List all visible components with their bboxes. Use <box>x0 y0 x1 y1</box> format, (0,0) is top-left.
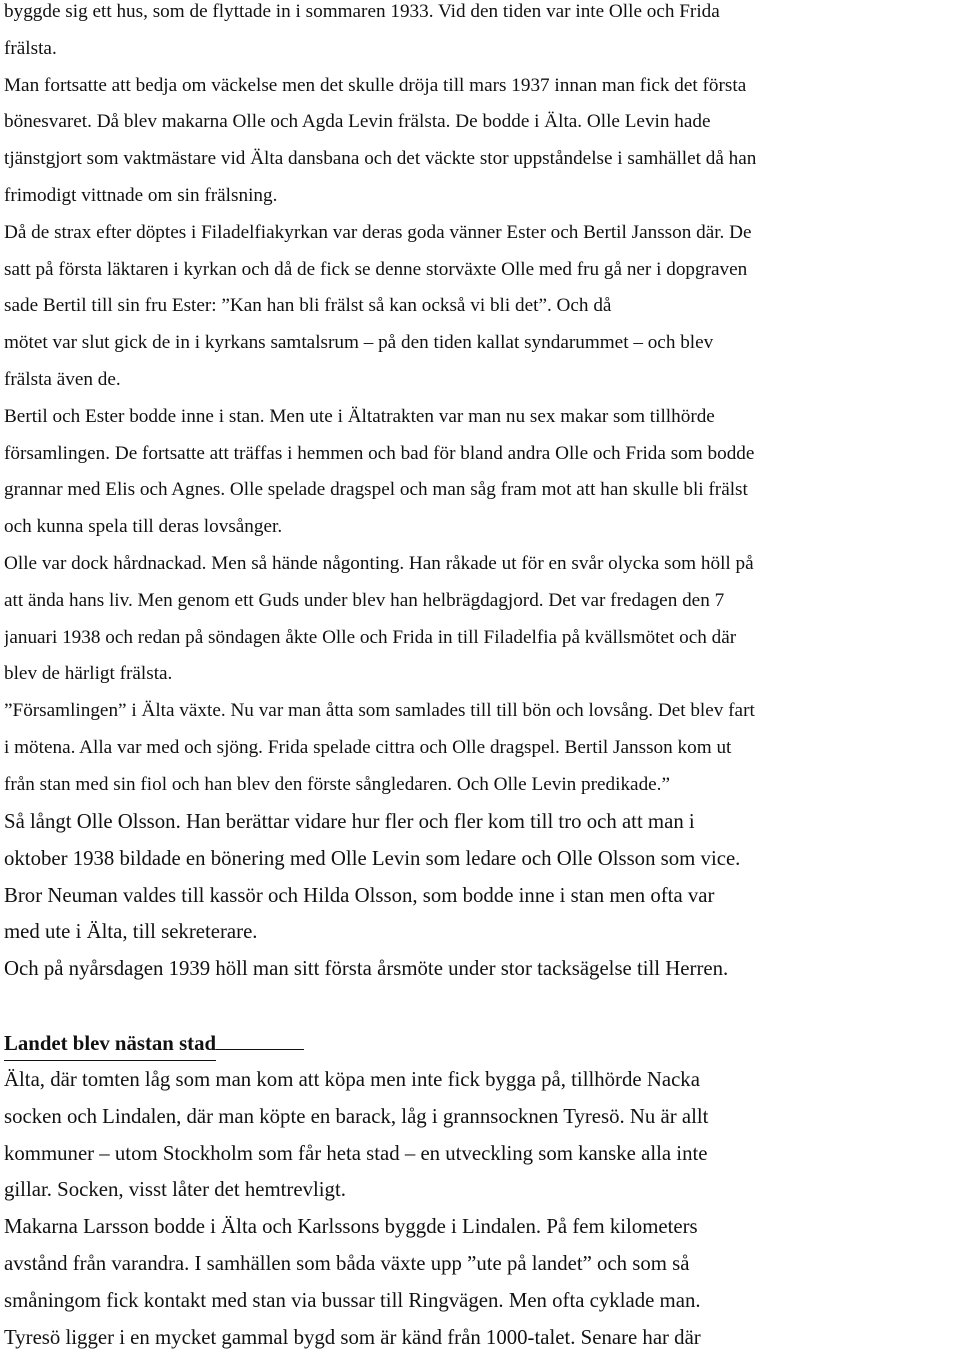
text-line: gillar. Socken, visst låter det hemtrevligt. <box>4 1178 346 1202</box>
text-line: Och på nyårsdagen 1939 höll man sitt första årsmöte under stor tacksägelse till Herren. <box>4 957 729 981</box>
text-line: församlingen. De fortsatte att träffas i hemmen och bad för bland andra Olle och Frida som bodde <box>4 442 755 464</box>
text-line: och kunna spela till deras lovsånger. <box>4 516 283 538</box>
text-line: mötet var slut gick de in i kyrkans samtalsrum – på den tiden kallat syndarummet – och blev <box>4 332 714 354</box>
text-line: Så långt Olle Olsson. Han berättar vidare hur fler och fler kom till tro och att man i <box>4 810 695 833</box>
text-line: att ända hans liv. Men genom ett Guds under blev han helbrägdagjord. Det var fredagen den 7 <box>4 589 725 611</box>
text-line: Bertil och Ester bodde inne i stan. Men ute i Ältatrakten var man nu sex makar som tillhörde <box>4 405 715 427</box>
text-block-3 <box>4 1062 956 1353</box>
text-line: tjänstgjort som vaktmästare vid Älta dansbana och det väckte stor uppståndelse i samhället då han <box>4 148 757 170</box>
text-line: januari 1938 och redan på söndagen åkte Olle och Frida in till Filadelfia på kvällsmötet och där <box>4 626 737 648</box>
section-heading-text: Landet blev nästan stad <box>4 1028 216 1061</box>
heading-underline-rule <box>216 1029 304 1050</box>
text-line: satt på första läktaren i kyrkan och då de fick se denne storväxte Olle med fru gå ner i dopgraven <box>4 258 748 280</box>
text-line: byggde sig ett hus, som de flyttade in i sommaren 1933. Vid den tiden var inte Olle och Frida <box>4 1 720 22</box>
text-line: frimodigt vittnade om sin frälsning. <box>4 184 278 206</box>
text-line: kommuner – utom Stockholm som får heta stad – en utveckling som kanske alla inte <box>4 1141 708 1165</box>
text-line: bönesvaret. Då blev makarna Olle och Agda Levin frälsta. De bodde i Älta. Olle Levin hade <box>4 111 711 133</box>
text-line: blev de härligt frälsta. <box>4 663 173 685</box>
text-line: sade Bertil till sin fru Ester: ”Kan han bli frälst så kan också vi bli det”. Och då <box>4 295 612 317</box>
text-line: frälsta. <box>4 37 57 59</box>
text-line: Bror Neuman valdes till kassör och Hilda Olsson, som bodde inne i stan men ofta var <box>4 883 715 907</box>
text-line: i mötena. Alla var med och sjöng. Frida spelade cittra och Olle dragspel. Bertil Jansson kom ut <box>4 736 732 758</box>
text-line: grannar med Elis och Agnes. Olle spelade dragspel och man såg fram mot att han skulle bli frälst <box>4 479 748 501</box>
text-line: socken och Lindalen, där man köpte en barack, låg i grannsocknen Tyresö. Nu är allt <box>4 1104 709 1128</box>
text-line: Då de strax efter döptes i Filadelfiakyrkan var deras goda vänner Ester och Bertil Jansson där. De <box>4 221 752 243</box>
text-block-1 <box>4 0 956 804</box>
text-line: ”Församlingen” i Älta växte. Nu var man åtta som samlades till till bön och lovsång. Det blev fart <box>4 700 755 722</box>
text-line: från stan med sin fiol och han blev den förste sångledaren. Och Olle Levin predikade.” <box>4 773 670 795</box>
text-line: oktober 1938 bildade en bönering med Olle Levin som ledare och Olle Olsson som vice. <box>4 846 741 870</box>
text-block-2 <box>4 804 956 988</box>
text-line: Makarna Larsson bodde i Älta och Karlssons byggde i Lindalen. På fem kilometers <box>4 1215 698 1239</box>
section-heading <box>4 1028 304 1061</box>
text-line: småningom fick kontakt med stan via bussar till Ringvägen. Men ofta cyklade man. <box>4 1288 701 1312</box>
text-line: frälsta även de. <box>4 368 121 390</box>
text-line: avstånd från varandra. I samhällen som båda växte upp ”ute på landet” och som så <box>4 1251 690 1275</box>
document-page <box>4 0 956 1353</box>
text-line: Älta, där tomten låg som man kom att köpa men inte fick bygga på, tillhörde Nacka <box>4 1068 700 1091</box>
text-line: Tyresö ligger i en mycket gammal bygd som är känd från 1000-talet. Senare har där <box>4 1325 701 1349</box>
text-line: med ute i Älta, till sekreterare. <box>4 920 258 944</box>
text-line: Olle var dock hårdnackad. Men så hände någonting. Han råkade ut för en svår olycka som höll på <box>4 552 754 574</box>
text-line: Man fortsatte att bedja om väckelse men det skulle dröja till mars 1937 innan man fick det första <box>4 74 747 96</box>
